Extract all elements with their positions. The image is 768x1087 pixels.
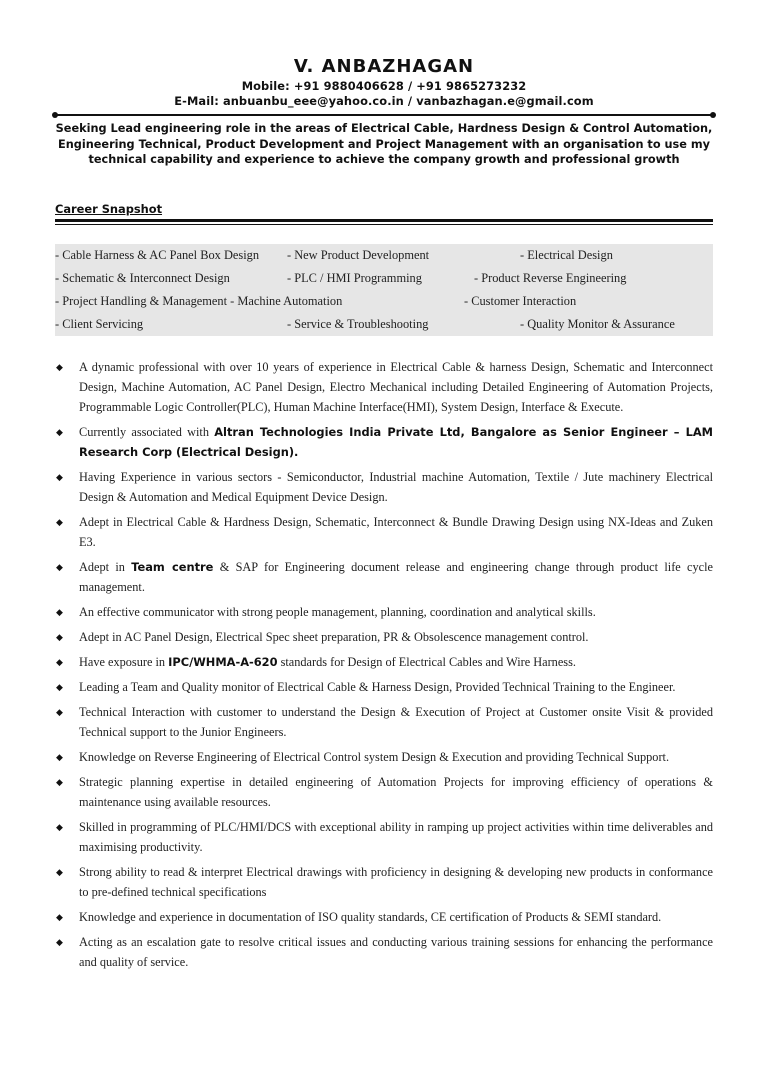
skill-item: - Product Reverse Engineering (474, 271, 627, 285)
bullet-text: Currently associated with (79, 425, 215, 439)
skill-row (55, 244, 713, 267)
bullet-diamond-icon: ◆ (56, 607, 63, 617)
skill-row (55, 313, 713, 336)
bullet-diamond-icon: ◆ (56, 427, 63, 437)
skill-item: - Project Handling & Management - Machine Automation (55, 294, 343, 308)
bullet-text: Strategic planning expertise in detailed engineering of Automation Projects for improving efficiency of operations & maintenance using available resources. (79, 775, 713, 809)
skill-row (55, 290, 713, 313)
experience-summary-list (55, 357, 713, 977)
skill-item: - Electrical Design (520, 248, 613, 262)
bullet-text: Adept in AC Panel Design, Electrical Spec sheet preparation, PR & Obsolescence management control. (79, 630, 589, 644)
list-item (55, 702, 713, 742)
bullet-text: Acting as an escalation gate to resolve critical issues and conducting various training sessions for enhancing the performance and quality of service. (79, 935, 713, 969)
list-item (55, 907, 713, 927)
skill-item: - New Product Development (287, 248, 430, 262)
standard-name: IPC/WHMA-A-620 (168, 655, 278, 669)
bullet-text: Technical Interaction with customer to understand the Design & Execution of Project at Customer onsite Visit & provided Technical support to the Junior Engineers. (79, 705, 713, 739)
bullet-diamond-icon: ◆ (56, 362, 63, 372)
bullet-diamond-icon: ◆ (56, 682, 63, 692)
bullet-text: Knowledge and experience in documentation of ISO quality standards, CE certification of Products & SEMI standard. (79, 910, 662, 924)
list-item (55, 422, 713, 462)
bullet-diamond-icon: ◆ (56, 777, 63, 787)
bullet-text: standards for Design of Electrical Cables and Wire Harness. (277, 655, 576, 669)
bullet-diamond-icon: ◆ (56, 632, 63, 642)
section-divider-thick (55, 219, 713, 222)
skill-item: - Service & Troubleshooting (287, 317, 429, 331)
skill-item: - PLC / HMI Programming (287, 271, 422, 285)
header-divider (55, 114, 713, 116)
current-employer: Altran Technologies India Private Ltd, Bangalore as Senior Engineer – LAM Research Corp (Electrical Design). (79, 425, 713, 459)
bullet-diamond-icon: ◆ (56, 657, 63, 667)
objective-statement: Seeking Lead engineering role in the areas of Electrical Cable, Hardness Design & Control Automation, Engineering Technical, Product Development and Project Management with an organisation to use my technical capability and experience to achieve the company growth and professional growth (55, 122, 713, 166)
list-item (55, 467, 713, 507)
bullet-diamond-icon: ◆ (56, 867, 63, 877)
tool-name: Team centre (131, 560, 214, 574)
skill-item: - Customer Interaction (464, 294, 577, 308)
skill-item: - Schematic & Interconnect Design (55, 271, 230, 285)
bullet-text: Skilled in programming of PLC/HMI/DCS with exceptional ability in ramping up project activities within time deliverables and maximising productivity. (79, 820, 713, 854)
bullet-diamond-icon: ◆ (56, 912, 63, 922)
list-item (55, 747, 713, 767)
skill-item: - Client Servicing (55, 317, 144, 331)
resume-header (55, 55, 713, 109)
skill-row (55, 267, 713, 290)
bullet-diamond-icon: ◆ (56, 562, 63, 572)
list-item (55, 652, 713, 672)
bullet-diamond-icon: ◆ (56, 707, 63, 717)
candidate-name: V. ANBAZHAGAN (293, 56, 475, 77)
bullet-diamond-icon: ◆ (56, 472, 63, 482)
list-item (55, 557, 713, 597)
bullet-text: A dynamic professional with over 10 years of experience in Electrical Cable & harness Design, Schematic and Interconnect Design, Machine Automation, AC Panel Design, Electro Mechanical including Detailed Engineering of Automation Projects, Programmable Logic Controller(PLC), Human Machine Interface(HMI), System Design, Interface & Execute. (79, 360, 713, 414)
skill-item: - Cable Harness & AC Panel Box Design (55, 248, 260, 262)
skill-item: - Quality Monitor & Assurance (520, 317, 675, 331)
list-item (55, 817, 713, 857)
bullet-text: Knowledge on Reverse Engineering of Electrical Control system Design & Execution and providing Technical Support. (79, 750, 670, 764)
mobile-line: Mobile: +91 9880406628 / +91 9865273232 (241, 79, 527, 93)
bullet-text: Adept in Electrical Cable & Hardness Design, Schematic, Interconnect & Bundle Drawing Design using NX-Ideas and Zuken E3. (79, 515, 713, 549)
section-title-career-snapshot: Career Snapshot (55, 202, 163, 216)
list-item (55, 512, 713, 552)
section-divider-thin (55, 224, 713, 225)
list-item (55, 602, 713, 622)
bullet-diamond-icon: ◆ (56, 517, 63, 527)
list-item (55, 932, 713, 972)
list-item (55, 627, 713, 647)
list-item (55, 677, 713, 697)
bullet-diamond-icon: ◆ (56, 937, 63, 947)
email-line: E-Mail: anbuanbu_eee@yahoo.co.in / vanbazhagan.e@gmail.com (174, 94, 594, 108)
list-item (55, 357, 713, 417)
bullet-text: Having Experience in various sectors - Semiconductor, Industrial machine Automation, Textile / Jute machinery Electrical Design & Automation and Medical Equipment Device Design. (79, 470, 713, 504)
bullet-text: Leading a Team and Quality monitor of Electrical Cable & Harness Design, Provided Technical Training to the Engineer. (79, 680, 676, 694)
list-item (55, 772, 713, 812)
career-snapshot-table (55, 244, 713, 336)
bullet-diamond-icon: ◆ (56, 822, 63, 832)
bullet-text: Strong ability to read & interpret Electrical drawings with proficiency in designing & developing new products in conformance to pre-defined technical specifications (79, 865, 713, 899)
bullet-text: An effective communicator with strong people management, planning, coordination and analytical skills. (79, 605, 596, 619)
bullet-text: & SAP for Engineering document release and engineering change through product life cycle management. (79, 560, 713, 594)
list-item (55, 862, 713, 902)
bullet-diamond-icon: ◆ (56, 752, 63, 762)
bullet-text: Adept in (79, 560, 132, 574)
bullet-text: Have exposure in (79, 655, 169, 669)
